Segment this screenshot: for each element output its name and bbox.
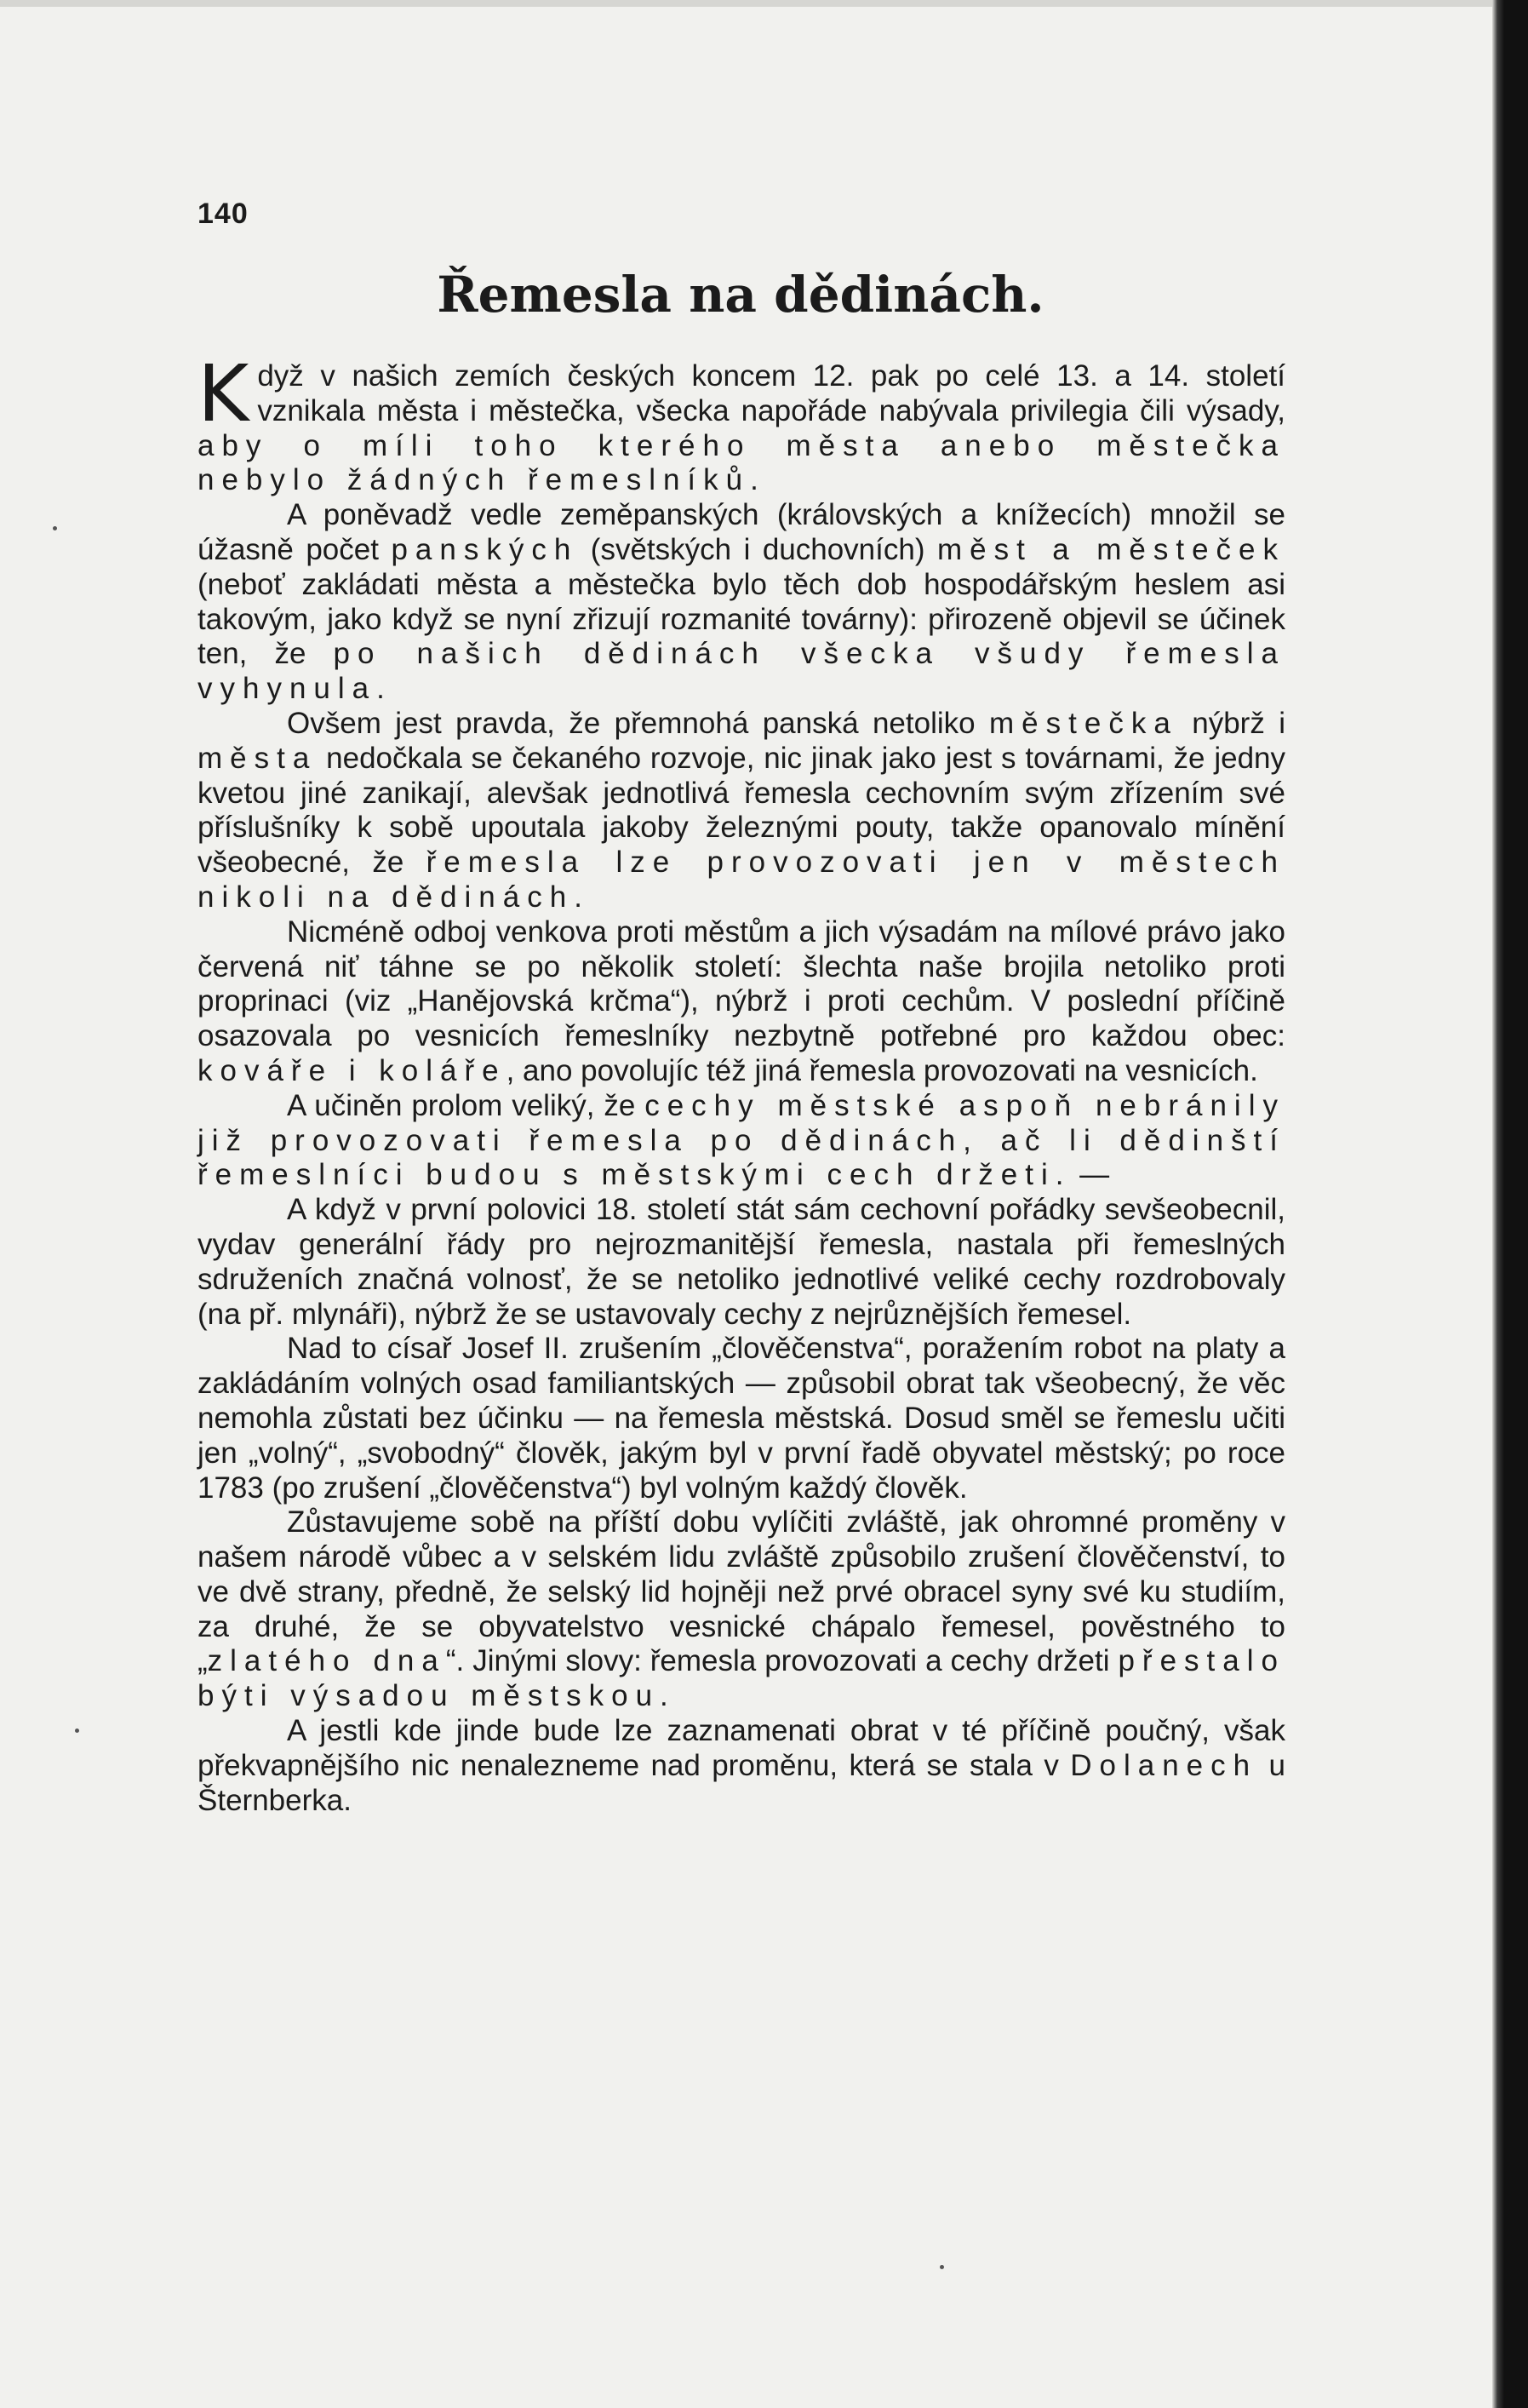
- emphasized-text: zlatého dna: [207, 1644, 446, 1678]
- text-segment: A učiněn prolom veliký, že: [287, 1088, 645, 1122]
- text-segment: (neboť zakládati města a městečka bylo těch dob hospodářským heslem asi takovým, jako když se nyní zřizují rozmanité továrny): přirozeně objevil se účinek ten, že: [197, 567, 1285, 671]
- text-segment: (světských i duchovních): [578, 532, 937, 566]
- paragraph: [197, 1505, 1285, 1714]
- scan-speck: [53, 526, 57, 530]
- text-segment: dyž v našich zemích českých koncem 12. pak po celé 13. a 14. století vznikala města i městečka, všecka napořáde nabývala privilegia čili výsady,: [257, 359, 1285, 427]
- scan-edge-top: [0, 0, 1528, 7]
- paragraph: [197, 1714, 1285, 1818]
- emphasized-text: po našich dědinách všecka všudy řemesla vyhynula.: [197, 637, 1285, 706]
- paragraph: [197, 915, 1285, 1089]
- emphasized-text: aby o míli toho kterého města anebo městečka nebylo žádných řemeslníků.: [197, 428, 1285, 497]
- text-segment: A když v první polovici 18. století stát sám cechovní pořádky sevšeobecnil, vydav generální řády pro nejrozmanitější řemesla, nastala při řemeslných sdruženích značná volnosť, že se netoliko jednotlivé veliké cechy rozdrobovaly (na př. mlynáři), nýbrž že se ustavovaly cechy z nejrůznějších řemesel.: [197, 1193, 1285, 1331]
- paragraph: [197, 1089, 1285, 1193]
- emphasized-text: přestalo býti výsadou městskou.: [197, 1644, 1285, 1713]
- emphasized-text: Dolanech: [1070, 1748, 1258, 1782]
- text-segment: Ovšem jest pravda, že přemnohá panská netoliko: [287, 706, 990, 740]
- scan-speck: [940, 2265, 944, 2269]
- paragraph: [197, 1332, 1285, 1505]
- paragraph: [197, 498, 1285, 707]
- scan-edge-right: [1492, 0, 1528, 2408]
- paragraph: [197, 348, 1285, 498]
- scan-speck: [75, 1729, 79, 1733]
- paragraph: [197, 707, 1285, 915]
- drop-cap: K: [197, 348, 249, 439]
- emphasized-text: kováře i koláře: [197, 1053, 506, 1087]
- text-segment: nedočkala se čekaného rozvoje, nic jinak jako jest s továrnami, že jedny kvetou jiné zanikají, alevšak jednotlivá řemesla cechovním svým zřízením své příslušníky k sobě upoutala jakoby železnými pouty, takže opanovalo mínění všeobecné, že: [197, 741, 1285, 880]
- text-segment: Nad to císař Josef II. zrušením „člověčenstva“, poražením robot na platy a zakládáním volných osad familiantských — způsobil obrat tak všeobecný, že věc nemohla zůstati bez účinku — na řemesla městská. Dosud směl se řemeslu učiti jen „volný“, „svobodný“ člověk, jakým byl v první řadě obyvatel městský; po roce 1783 (po zrušení „člověčenstva“) byl volným každý člověk.: [197, 1332, 1285, 1505]
- text-segment: u Šternberka.: [197, 1748, 1285, 1817]
- emphasized-text: cechy městské aspoň nebránily již provozovati řemesla po dědinách, ač li dědinští řemeslníci budou s městskými cech držeti.: [197, 1088, 1285, 1192]
- chapter-title: Řemesla na dědinách.: [437, 266, 1044, 324]
- text-segment: A jestli kde jinde bude lze zaznamenati obrat v té příčině poučný, však překvapnějšího nic nenalezneme nad proměnu, která se stala v: [197, 1714, 1285, 1782]
- emphasized-text: měst a městeček: [936, 532, 1285, 566]
- page-number: 140: [197, 198, 249, 230]
- text-segment: A poněvadž vedle zeměpanských (královských a knížecích) množil se úžasně počet: [197, 498, 1285, 566]
- text-segment: —: [1071, 1158, 1110, 1192]
- text-segment: Nicméně odboj venkova proti městům a jich výsadám na mílové právo jako červená niť táhne se po několik století: šlechta naše brojila netoliko proti proprinaci (viz „Hanějovská krčma“), nýbrž i proti cechům. V poslední příčině osazovala po vesnicích řemeslníky nezbytně potřebné pro každou obec:: [197, 914, 1285, 1053]
- emphasized-text: městečka: [989, 706, 1178, 740]
- body-text: [197, 348, 1286, 1818]
- text-segment: , ano povolujíc též jiná řemesla provozovati na vesnicích.: [506, 1053, 1258, 1087]
- emphasized-text: řemesla lze provozovati jen v městech nikoli na dědinách.: [197, 846, 1286, 914]
- text-segment: “. Jinými slovy: řemesla provozovati a cechy držeti: [445, 1644, 1119, 1678]
- text-segment: nýbrž i: [1177, 706, 1286, 740]
- emphasized-text: panských: [391, 532, 579, 566]
- paragraph: [197, 1193, 1285, 1332]
- emphasized-text: města: [197, 741, 318, 775]
- text-segment: Zůstavujeme sobě na příští dobu vylíčiti zvláště, jak ohromné proměny v našem národě vůbec a v selském lidu zvláště způsobilo zrušení člověčenství, to ve dvě strany, předně, že selský lid hojněji než prvé obracel syny své ku studiím, za druhé, že se obyvatelstvo vesnické chápalo řemesel, pověstného to „: [197, 1505, 1285, 1678]
